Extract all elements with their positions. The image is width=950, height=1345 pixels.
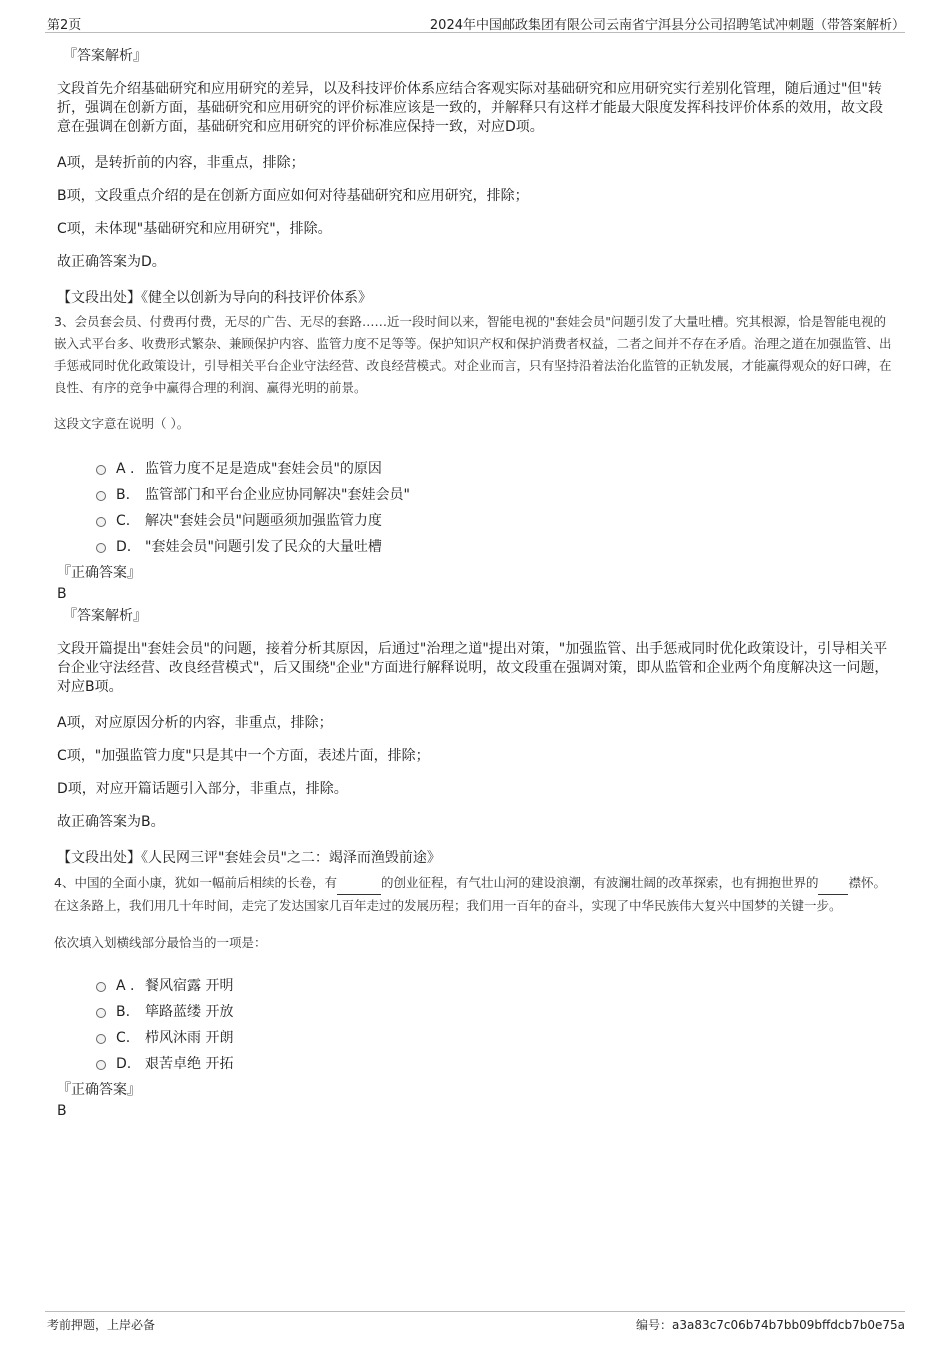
q3-item-d: D项，对应开篇话题引入部分，非重点，排除。 [57,781,348,797]
q4-text-part1: 4、中国的全面小康，犹如一幅前后相续的长卷，有 [54,875,337,890]
q3-question-hint: 这段文字意在说明（ ）。 [54,416,190,431]
q3-correct-label: 『正确答案』 [57,565,141,581]
option-letter: D. [116,1056,132,1072]
page-number: 第2页 [47,18,82,33]
radio-icon[interactable] [96,491,106,501]
footer-serial: 编号：a3a83c7c06b74b7bb09bffdcb7b0e75a [636,1318,905,1332]
option-text: 监管力度不足是造成"套娃会员"的原因 [145,461,382,477]
q3-options [57,456,892,560]
q3-item-a: A项，对应原因分析的内容，非重点，排除； [57,715,333,731]
q2-source: 【文段出处】《健全以创新为导向的科技评价体系》 [57,290,372,306]
q2-item-a: A项，是转折前的内容，非重点，排除； [57,155,305,171]
radio-icon[interactable] [96,1008,106,1018]
option-letter: B. [116,1004,131,1020]
radio-icon[interactable] [96,1060,106,1070]
q3-analysis-body: 文段开篇提出"套娃会员"的问题，接着分析其原因，后通过"治理之道"提出对策，"加强监管、出手惩戒同时优化政策设计，引导相关平台企业守法经营、改良经营模式"，后又围绕"企业"方面进行解释说明，故文段重在强调对策，即从监管和企业两个角度解决这一问题，对应B项。 [57,641,889,695]
page-footer [45,1311,905,1332]
radio-icon[interactable] [96,982,106,992]
page-header [45,12,905,33]
q4-question-text [54,872,892,917]
option-text: 监管部门和平台企业应协同解决"套娃会员" [145,487,410,503]
q4-text-part2: 的创业征程，有气壮山河的建设浪潮，有波澜壮阔的改革探索，也有拥抱世界的 [380,875,819,890]
q2-conclusion: 故正确答案为D。 [57,254,166,270]
option-text: 解决"套娃会员"问题亟须加强监管力度 [145,513,382,529]
q2-item-c: C项，未体现"基础研究和应用研究"，排除。 [57,221,332,237]
q3-item-c: C项，"加强监管力度"只是其中一个方面，表述片面，排除； [57,748,430,764]
document-title: 2024年中国邮政集团有限公司云南省宁洱县分公司招聘笔试冲刺题（带答案解析） [429,18,905,33]
q3-option-d[interactable] [57,534,892,560]
q3-correct-answer: B [57,586,67,602]
q4-correct-answer: B [57,1103,67,1119]
q3-analysis-label: 『答案解析』 [63,608,147,624]
option-letter: C. [116,1030,131,1046]
radio-icon[interactable] [96,543,106,553]
q4-blank-1 [337,872,381,895]
q2-item-b: B项，文段重点介绍的是在创新方面应如何对待基础研究和应用研究，排除； [57,188,529,204]
q4-correct-label: 『正确答案』 [57,1082,141,1098]
option-text: 筚路蓝缕 开放 [145,1004,234,1020]
q3-question-text: 3、会员套会员、付费再付费，无尽的广告、无尽的套路……近一段时间以来，智能电视的"套娃会员"问题引发了大量吐槽。究其根源，恰是智能电视的嵌入式平台多、收费形式繁杂、兼顾保护内容、监管力度不足等等。保护知识产权和保护消费者权益，二者之间并不存在矛盾。治理之道在加强监管、出手惩戒同时优化政策设计，引导相关平台企业守法经营、改良经营模式。对企业而言，只有坚持沿着法治化监管的正轨发展，才能赢得观众的好口碑，在良性、有序的竞争中赢得合理的利润、赢得光明的前景。 [54,314,892,395]
option-letter: B. [116,487,131,503]
option-text: 艰苦卓绝 开拓 [145,1056,234,1072]
q4-option-c[interactable] [57,1025,892,1051]
radio-icon[interactable] [96,1034,106,1044]
q3-source: 【文段出处】《人民网三评"套娃会员"之二：竭泽而渔毁前途》 [57,850,441,866]
q4-option-d[interactable] [57,1051,892,1077]
q2-analysis-label: 『答案解析』 [63,48,147,64]
option-letter: C. [116,513,131,529]
option-text: 餐风宿露 开明 [145,978,234,994]
option-text: "套娃会员"问题引发了民众的大量吐槽 [145,539,382,555]
main-content [54,46,892,1120]
q4-option-b[interactable] [57,999,892,1025]
option-letter: A . [116,978,135,994]
option-letter: A . [116,461,135,477]
q3-option-c[interactable] [57,508,892,534]
q4-text-part3: 襟怀。在这条路上，我们用几十年时间，走完了发达国家几百年走过的发展历程；我们用一百年的奋斗，实现了中华民族伟大复兴中国梦的关键一步。 [54,875,886,913]
footer-slogan: 考前押题，上岸必备 [47,1318,156,1332]
q4-question-hint: 依次填入划横线部分最恰当的一项是： [54,935,267,950]
q4-options [57,973,892,1077]
q4-option-a[interactable] [57,973,892,999]
q3-conclusion: 故正确答案为B。 [57,814,165,830]
option-text: 栉风沐雨 开朗 [145,1030,234,1046]
q4-blank-2 [818,872,848,895]
q2-analysis-body: 文段首先介绍基础研究和应用研究的差异，以及科技评价体系应结合客观实际对基础研究和应用研究实行差别化管理，随后通过"但"转折，强调在创新方面，基础研究和应用研究的评价标准应该是一致的，并解释只有这样才能最大限度发挥科技评价体系的效用，故文段意在强调在创新方面，基础研究和应用研究的评价标准应保持一致，对应D项。 [57,81,883,135]
q3-option-a[interactable] [57,456,892,482]
radio-icon[interactable] [96,465,106,475]
radio-icon[interactable] [96,517,106,527]
option-letter: D. [116,539,132,555]
q3-option-b[interactable] [57,482,892,508]
